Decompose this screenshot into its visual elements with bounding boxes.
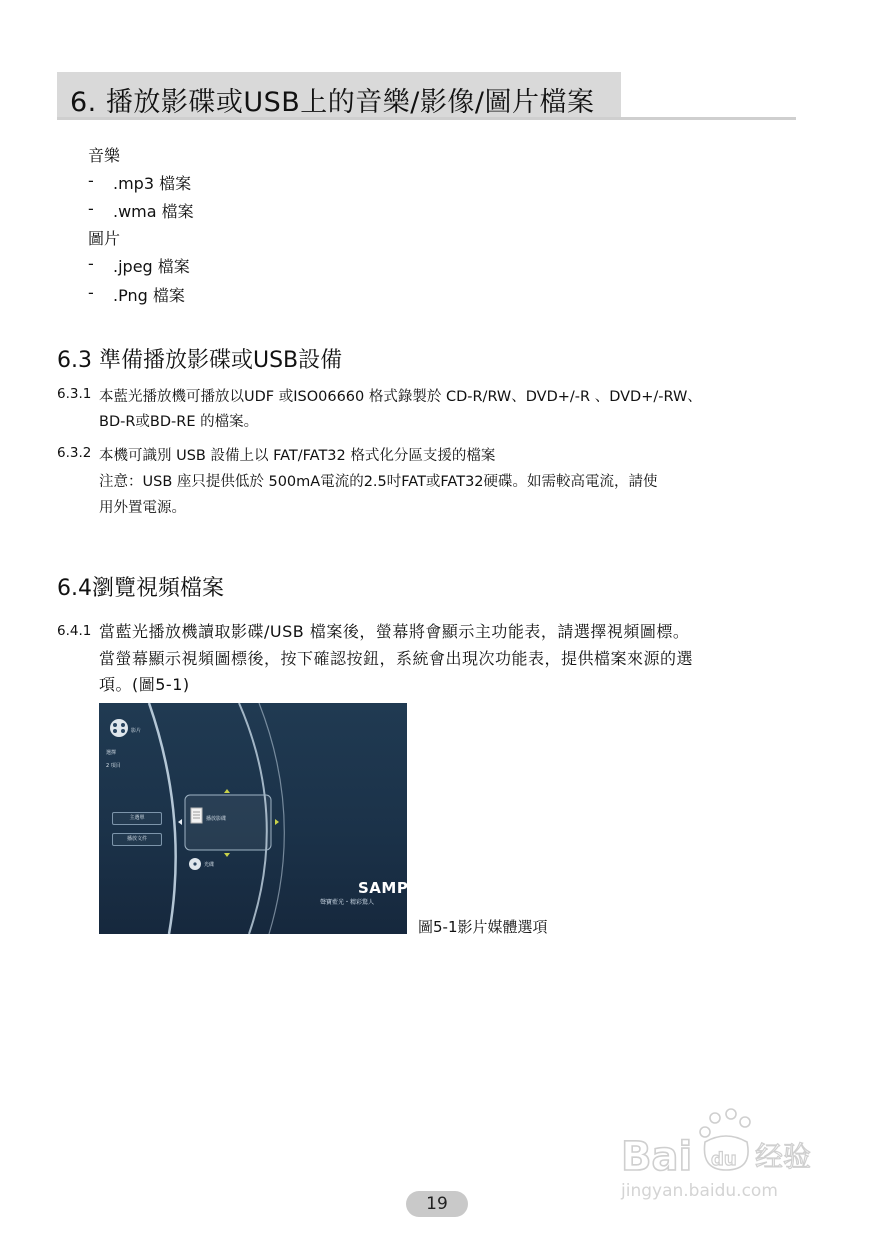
item-number-6-3-2: 6.3.2 [57,445,92,461]
info-line-2: 2 項目 [106,763,121,769]
page-number: 19 [406,1191,468,1217]
disc-menu-item[interactable]: 光碟 [204,862,215,868]
item-6-3-2-line1: 本機可識別 USB 設備上以 FAT/FAT32 格式化分區支援的檔案 [99,448,496,464]
main-menu-button[interactable]: 主選單 [112,812,162,825]
selected-menu-item[interactable]: 播放影碟 [206,816,227,822]
item-6-3-1-line1: 本藍光播放機可播放以UDF 或ISO06660 格式錄製於 CD-R/RW、DVD+/-R 、DVD+/-RW、 [99,389,702,405]
baidu-watermark [621,1108,821,1204]
list-dash: - [88,283,94,302]
svg-text:经验: 经验 [755,1140,812,1173]
image-category-label: 圖片 [88,229,121,248]
list-dash: - [88,199,94,218]
format-item-png: .Png 檔案 [113,286,185,305]
list-dash: - [88,254,94,273]
item-6-4-1-line1: 當藍光播放機讀取影碟/USB 檔案後，螢幕將會顯示主功能表，請選擇視頻圖標。 [99,622,690,641]
baidu-logo-icon [621,1108,821,1180]
svg-text:Bai: Bai [621,1134,693,1180]
sampo-logo: SAMPO [358,879,422,897]
media-menu-screenshot [99,703,422,934]
item-6-3-1-line2: BD-R或BD-RE 的檔案。 [99,414,259,430]
brand-slogan: 聲寶藍光・精彩驚人 [320,899,375,906]
item-number-6-4-1: 6.4.1 [57,623,92,639]
item-number-6-3-1: 6.3.1 [57,386,92,402]
heading-6-4: 6.4瀏覽視頻檔案 [57,576,224,601]
item-6-3-2-note: 注意：USB 座只提供低於 500mA電流的2.5吋FAT或FAT32硬碟。如需較高電流，請使 [99,474,658,490]
video-menu-label: 影片 [131,728,142,734]
info-line-1: 選擇 [106,750,117,756]
format-item-wma: .wma 檔案 [113,202,194,221]
item-6-4-1-line3: 項。(圖5-1) [99,675,190,694]
section-title: 6. 播放影碟或USB上的音樂/影像/圖片檔案 [70,87,595,118]
item-6-3-2-line3: 用外置電源。 [99,500,186,516]
format-item-jpeg: .jpeg 檔案 [113,257,190,276]
play-file-button[interactable]: 播放文件 [112,833,162,846]
figure-caption: 圖5-1影片媒體選項 [418,918,548,936]
svg-text:du: du [711,1149,737,1170]
heading-6-3: 6.3 準備播放影碟或USB設備 [57,348,343,373]
watermark-url: jingyan.baidu.com [621,1181,778,1201]
list-dash: - [88,171,94,190]
item-6-4-1-line2: 當螢幕顯示視頻圖標後，按下確認按鈕，系統會出現次功能表，提供檔案來源的選 [99,649,694,668]
format-item-mp3: .mp3 檔案 [113,174,192,193]
music-category-label: 音樂 [88,146,121,165]
